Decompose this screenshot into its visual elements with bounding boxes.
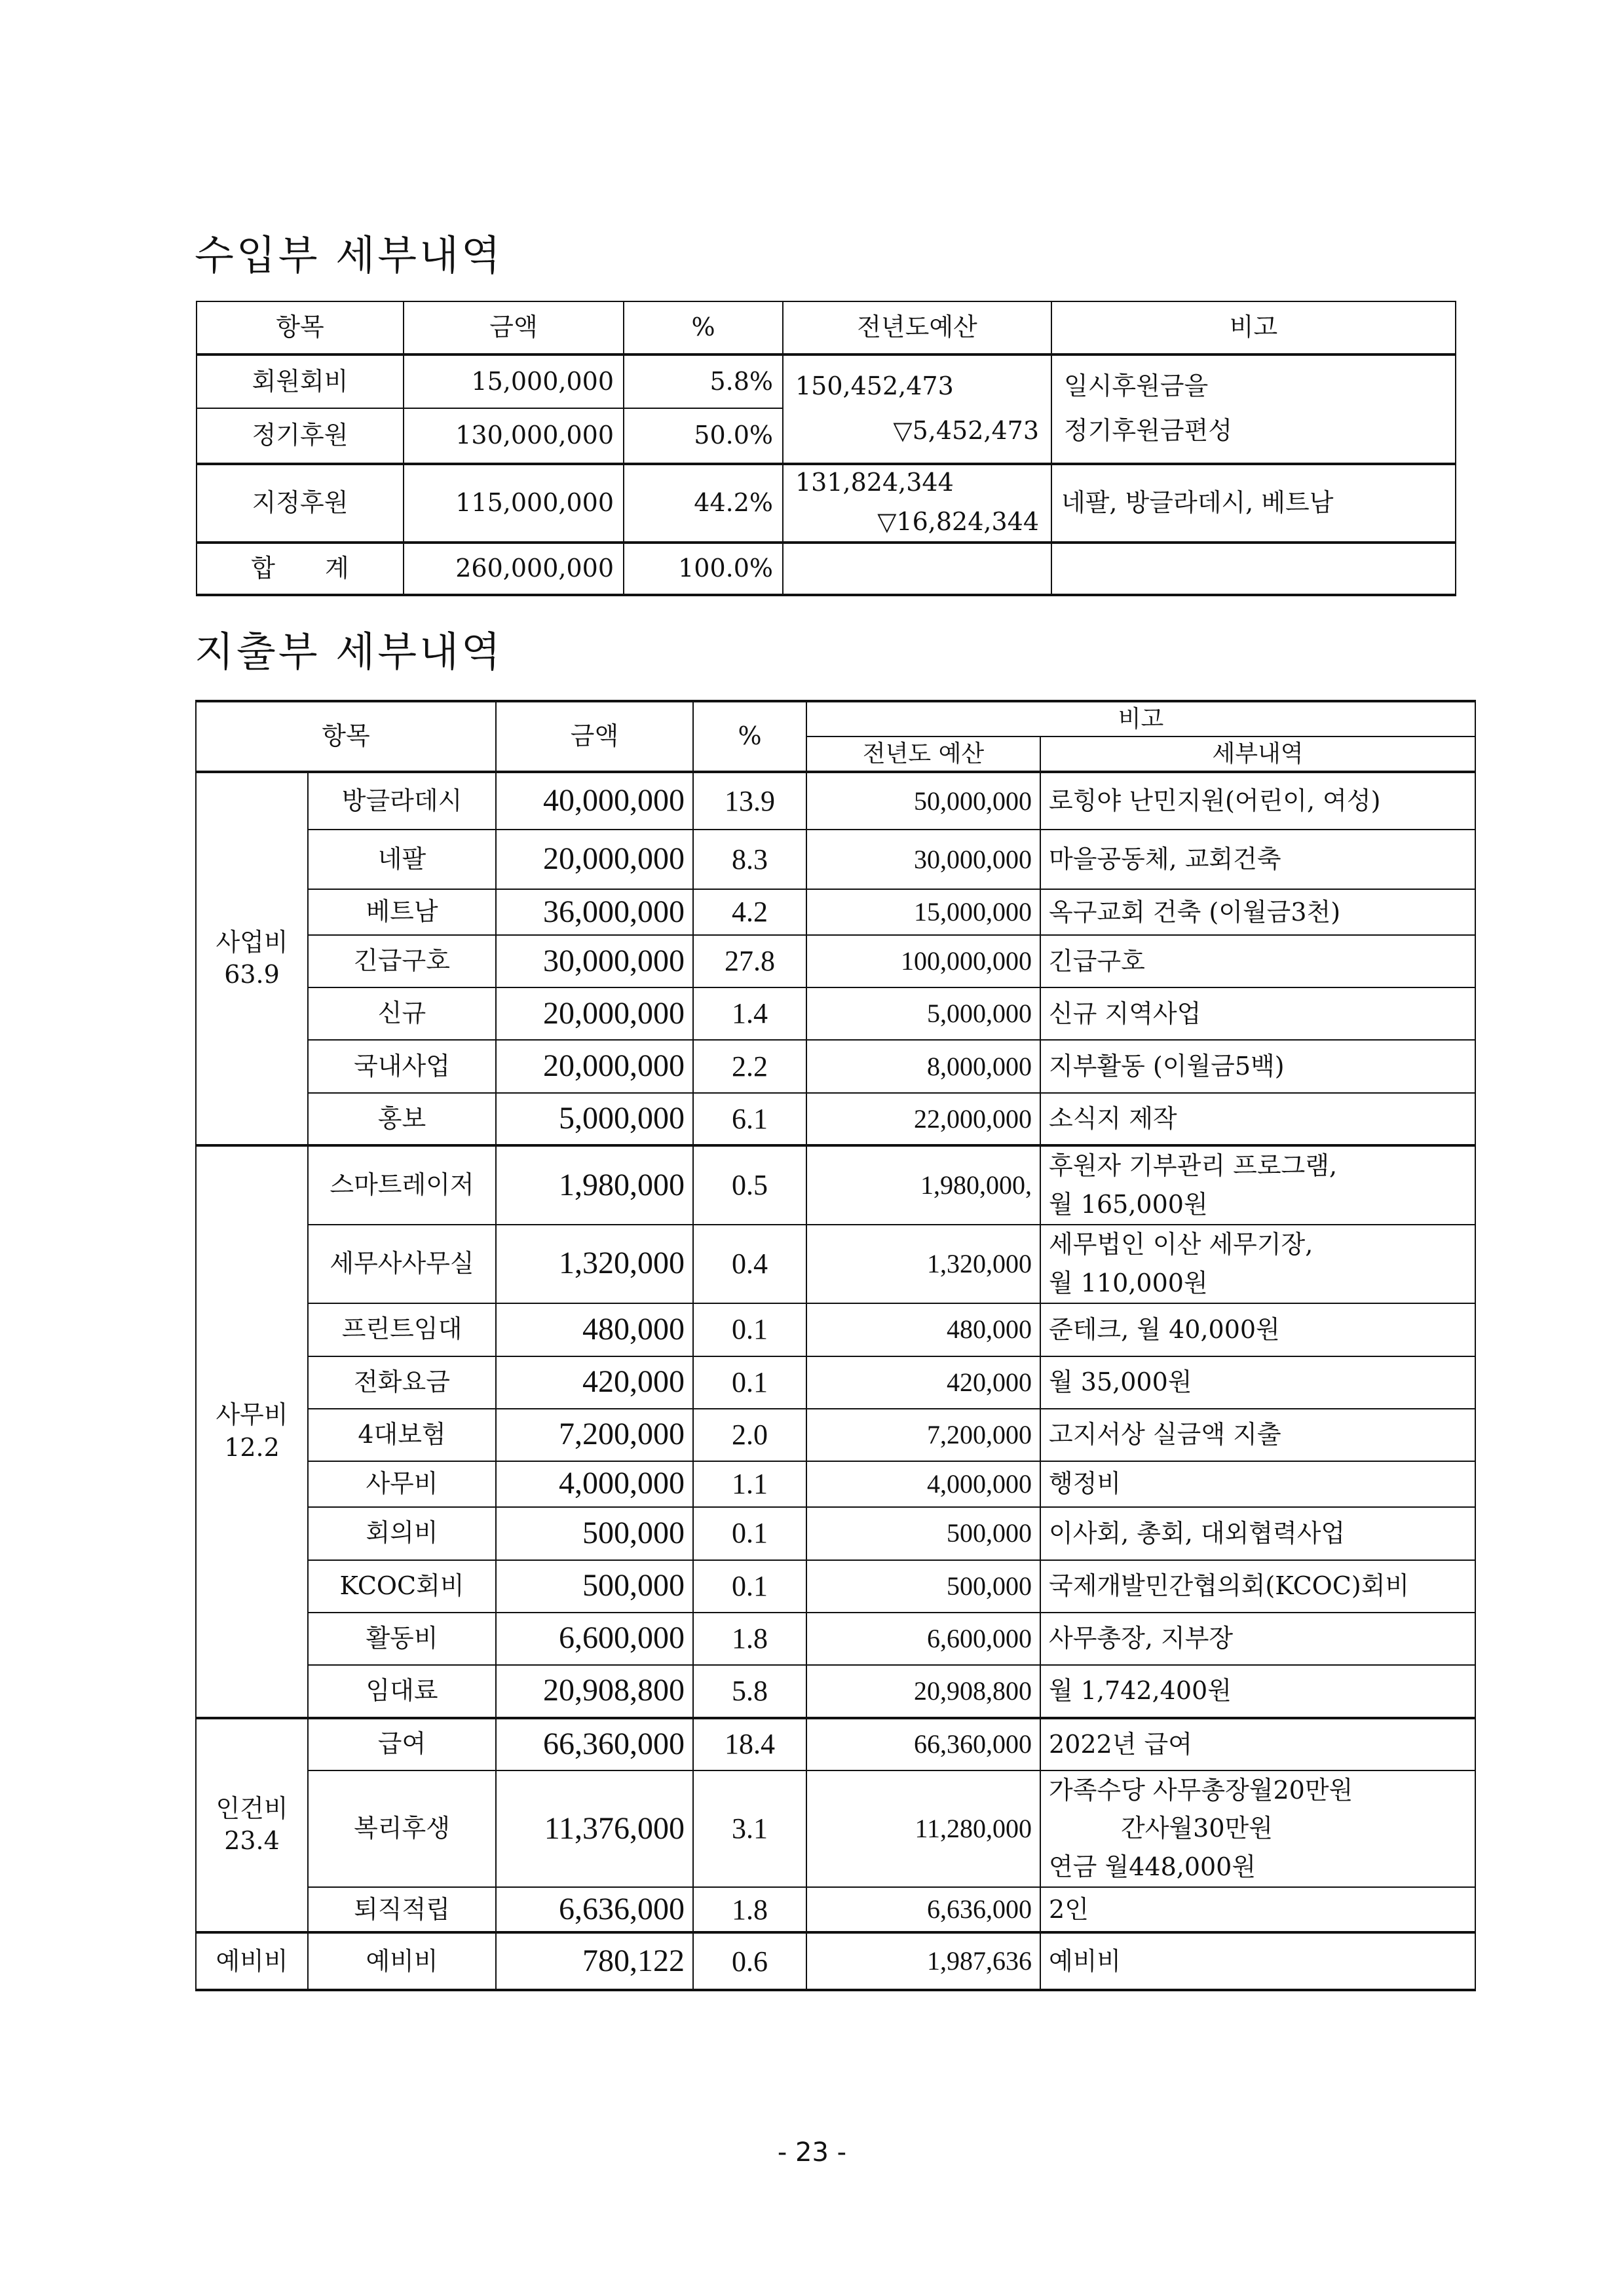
- income-header-remarks: 비고: [1051, 301, 1456, 354]
- expense-amount: 20,000,000: [496, 987, 693, 1040]
- expense-pct: 1.1: [693, 1461, 806, 1507]
- expense-pct: 4.2: [693, 889, 806, 935]
- expense-pct: 5.8: [693, 1665, 806, 1718]
- table-row: [196, 987, 1475, 1040]
- expense-detail-line: 월 35,000원: [1049, 1368, 1192, 1397]
- expense-amount: 5,000,000: [496, 1093, 693, 1145]
- expense-detail: [1040, 1718, 1475, 1770]
- expense-detail: [1040, 987, 1475, 1040]
- expense-detail-line: 후원자 기부관리 프로그램,: [1049, 1151, 1338, 1180]
- note-line: 정기후원금편성: [1064, 416, 1232, 445]
- expense-detail-line: 월 165,000원: [1049, 1189, 1208, 1219]
- table-row: [196, 1040, 1475, 1093]
- income-pct: 44.2%: [624, 464, 783, 543]
- expense-item: 퇴직적립: [308, 1887, 496, 1932]
- income-total-amount: 260,000,000: [404, 543, 624, 595]
- expense-prev-budget: 30,000,000: [806, 830, 1040, 889]
- expense-detail-line: 로힝야 난민지원(어린이, 여성): [1049, 786, 1381, 816]
- expense-item: 활동비: [308, 1613, 496, 1665]
- income-section-title: 수입부 세부내역: [195, 231, 503, 279]
- expense-detail-line: 월 110,000원: [1049, 1268, 1208, 1297]
- expense-item: 회의비: [308, 1507, 496, 1560]
- table-row: [196, 1718, 1475, 1770]
- expense-amount: 480,000: [496, 1303, 693, 1356]
- table-row: [196, 1560, 1475, 1613]
- income-note-group1: [1051, 354, 1456, 464]
- expense-pct: 0.1: [693, 1560, 806, 1613]
- expense-detail-line: 옥구교회 건축 (이월금3천): [1049, 897, 1341, 927]
- expense-amount: 1,980,000: [496, 1145, 693, 1225]
- income-item: 지정후원: [197, 464, 404, 543]
- expense-pct: 0.1: [693, 1507, 806, 1560]
- expense-header-remarks: 비고: [806, 701, 1475, 737]
- expense-detail-line: 간사월30만원: [1121, 1814, 1273, 1843]
- expense-pct: 2.2: [693, 1040, 806, 1093]
- expense-item: 예비비: [308, 1932, 496, 1990]
- expense-item: 홍보: [308, 1093, 496, 1145]
- expense-detail-line: 2인: [1049, 1894, 1089, 1924]
- table-row: [196, 1613, 1475, 1665]
- income-total-pct: 100.0%: [624, 543, 783, 595]
- expense-detail-line: 행정비: [1049, 1469, 1122, 1499]
- expense-pct: 0.1: [693, 1303, 806, 1356]
- expense-header-item: 항목: [196, 701, 496, 772]
- expense-detail: [1040, 1665, 1475, 1718]
- expense-prev-budget: 22,000,000: [806, 1093, 1040, 1145]
- expense-prev-budget: 1,320,000: [806, 1225, 1040, 1303]
- expense-group-name: 인건비: [216, 1794, 288, 1823]
- table-row: [196, 1225, 1475, 1303]
- expense-detail-line: 신규 지역사업: [1049, 999, 1201, 1028]
- income-pct: 50.0%: [624, 408, 783, 464]
- expense-detail: [1040, 1560, 1475, 1613]
- expense-amount: 1,320,000: [496, 1225, 693, 1303]
- expense-prev-budget: 1,980,000,: [806, 1145, 1040, 1225]
- expense-prev-budget: 50,000,000: [806, 772, 1040, 830]
- income-amount: 115,000,000: [404, 464, 624, 543]
- income-table: [196, 301, 1456, 596]
- expense-amount: 6,600,000: [496, 1613, 693, 1665]
- expense-group-share: 23.4: [224, 1826, 280, 1856]
- expense-amount: 11,376,000: [496, 1770, 693, 1888]
- expense-prev-budget: 5,000,000: [806, 987, 1040, 1040]
- expense-pct: 0.1: [693, 1356, 806, 1409]
- income-item: 회원회비: [197, 354, 404, 408]
- expense-amount: 500,000: [496, 1507, 693, 1560]
- expense-detail: [1040, 1461, 1475, 1507]
- expense-detail-line: 가족수당 사무총장월20만원: [1049, 1775, 1353, 1805]
- table-row: [196, 1665, 1475, 1718]
- expense-item: 임대료: [308, 1665, 496, 1718]
- table-row: [196, 1093, 1475, 1145]
- expense-amount: 7,200,000: [496, 1409, 693, 1461]
- table-row: [196, 1145, 1475, 1225]
- expense-item: 신규: [308, 987, 496, 1040]
- expense-amount: 36,000,000: [496, 889, 693, 935]
- table-row: [196, 1409, 1475, 1461]
- expense-pct: 8.3: [693, 830, 806, 889]
- expense-amount: 420,000: [496, 1356, 693, 1409]
- expense-group-name: 예비비: [216, 1946, 288, 1976]
- expense-amount: 20,908,800: [496, 1665, 693, 1718]
- expense-header-pct: %: [693, 701, 806, 772]
- expense-pct: 0.6: [693, 1932, 806, 1990]
- table-row: [197, 464, 1456, 543]
- expense-detail: [1040, 1613, 1475, 1665]
- expense-detail-line: 준테크, 월 40,000원: [1049, 1314, 1280, 1344]
- expense-detail-line: 마을공동체, 교회건축: [1049, 845, 1281, 874]
- expense-item: 베트남: [308, 889, 496, 935]
- table-row: [196, 1770, 1475, 1888]
- expense-item: 4대보험: [308, 1409, 496, 1461]
- expense-item: 프린트임대: [308, 1303, 496, 1356]
- prev-budget-diff: ▽5,452,473: [893, 416, 1039, 445]
- expense-amount: 6,636,000: [496, 1887, 693, 1932]
- expense-group-cell: [196, 772, 308, 1145]
- income-amount: 130,000,000: [404, 408, 624, 464]
- expense-pct: 3.1: [693, 1770, 806, 1888]
- expense-pct: 18.4: [693, 1718, 806, 1770]
- expense-prev-budget: 420,000: [806, 1356, 1040, 1409]
- income-prev-budget-group1: [783, 354, 1051, 464]
- expense-detail: [1040, 1409, 1475, 1461]
- expense-prev-budget: 8,000,000: [806, 1040, 1040, 1093]
- expense-pct: 0.4: [693, 1225, 806, 1303]
- income-header-amount: 금액: [404, 301, 624, 354]
- prev-budget-diff: ▽16,824,344: [877, 507, 1039, 536]
- table-row: [196, 1932, 1475, 1990]
- expense-header-detail: 세부내역: [1040, 737, 1475, 772]
- expense-header-prev-budget: 전년도 예산: [806, 737, 1040, 772]
- table-row: [196, 1356, 1475, 1409]
- income-total-label: 합 계: [197, 543, 404, 595]
- expense-group-name: 사무비: [216, 1400, 288, 1430]
- expense-pct: 1.8: [693, 1887, 806, 1932]
- expense-item: 전화요금: [308, 1356, 496, 1409]
- table-row: [196, 772, 1475, 830]
- expense-detail-line: 사무총장, 지부장: [1049, 1624, 1234, 1653]
- expense-group-name: 사업비: [216, 927, 288, 957]
- expense-detail-line: 이사회, 총회, 대외협력사업: [1049, 1518, 1346, 1548]
- expense-pct: 1.4: [693, 987, 806, 1040]
- expense-item: 네팔: [308, 830, 496, 889]
- note-line: 일시후원금을: [1064, 372, 1209, 400]
- expense-prev-budget: 20,908,800: [806, 1665, 1040, 1718]
- expense-prev-budget: 7,200,000: [806, 1409, 1040, 1461]
- expense-prev-budget: 500,000: [806, 1560, 1040, 1613]
- expense-amount: 66,360,000: [496, 1718, 693, 1770]
- expense-header-amount: 금액: [496, 701, 693, 772]
- expense-pct: 27.8: [693, 935, 806, 987]
- expense-group-cell: [196, 1932, 308, 1990]
- page-number: - 23 -: [777, 2137, 847, 2168]
- expense-detail: [1040, 1507, 1475, 1560]
- expense-detail: [1040, 1145, 1475, 1225]
- expense-detail-line: 세무법인 이산 세무기장,: [1049, 1229, 1313, 1259]
- expense-detail-line: 월 1,742,400원: [1049, 1676, 1232, 1706]
- table-row: [196, 935, 1475, 987]
- table-row-total: [197, 543, 1456, 595]
- income-header-prev-budget: 전년도예산: [783, 301, 1051, 354]
- expense-pct: 0.5: [693, 1145, 806, 1225]
- expense-detail: [1040, 1093, 1475, 1145]
- income-amount: 15,000,000: [404, 354, 624, 408]
- expense-amount: 4,000,000: [496, 1461, 693, 1507]
- expense-item: 급여: [308, 1718, 496, 1770]
- expense-detail-line: 2022년 급여: [1049, 1729, 1192, 1759]
- income-item: 정기후원: [197, 408, 404, 464]
- income-header-item: 항목: [197, 301, 404, 354]
- expense-pct: 1.8: [693, 1613, 806, 1665]
- table-row: [196, 1303, 1475, 1356]
- income-total-prev-empty: [783, 543, 1051, 595]
- expense-group-cell: [196, 1718, 308, 1933]
- expense-prev-budget: 500,000: [806, 1507, 1040, 1560]
- expense-detail: [1040, 1225, 1475, 1303]
- expense-prev-budget: 6,636,000: [806, 1887, 1040, 1932]
- expense-detail: [1040, 1887, 1475, 1932]
- expense-item: 사무비: [308, 1461, 496, 1507]
- expense-detail-line: 소식지 제작: [1049, 1104, 1177, 1134]
- expense-detail-line: 긴급구호: [1049, 946, 1145, 976]
- expense-amount: 20,000,000: [496, 1040, 693, 1093]
- expense-prev-budget: 11,280,000: [806, 1770, 1040, 1888]
- expense-pct: 13.9: [693, 772, 806, 830]
- expense-prev-budget: 1,987,636: [806, 1932, 1040, 1990]
- expense-item: 긴급구호: [308, 935, 496, 987]
- expense-detail: [1040, 1932, 1475, 1990]
- income-prev-budget-group2: [783, 464, 1051, 543]
- table-row: [196, 889, 1475, 935]
- expense-amount: 40,000,000: [496, 772, 693, 830]
- table-row: [196, 1461, 1475, 1507]
- expense-pct: 2.0: [693, 1409, 806, 1461]
- table-row: [196, 1507, 1475, 1560]
- expense-detail: [1040, 772, 1475, 830]
- prev-budget-value: 150,452,473: [795, 372, 954, 400]
- expense-detail: [1040, 1356, 1475, 1409]
- table-row: [197, 354, 1456, 408]
- expense-item: 스마트레이저: [308, 1145, 496, 1225]
- expense-item: 방글라데시: [308, 772, 496, 830]
- income-total-note-empty: [1051, 543, 1456, 595]
- expense-detail-line: 예비비: [1049, 1946, 1122, 1976]
- expense-detail-line: 연금 월448,000원: [1049, 1852, 1256, 1882]
- expense-detail-line: 고지서상 실금액 지출: [1049, 1420, 1281, 1449]
- expense-amount: 30,000,000: [496, 935, 693, 987]
- expense-amount: 780,122: [496, 1932, 693, 1990]
- expense-prev-budget: 6,600,000: [806, 1613, 1040, 1665]
- expense-detail: [1040, 1303, 1475, 1356]
- prev-budget-value: 131,824,344: [795, 468, 954, 497]
- expense-group-cell: [196, 1145, 308, 1718]
- expense-detail: [1040, 935, 1475, 987]
- expense-detail-line: 지부활동 (이월금5백): [1049, 1052, 1285, 1081]
- expense-section-title: 지출부 세부내역: [195, 628, 503, 676]
- expense-amount: 500,000: [496, 1560, 693, 1613]
- expense-prev-budget: 66,360,000: [806, 1718, 1040, 1770]
- expense-detail: [1040, 1770, 1475, 1888]
- table-row: [196, 830, 1475, 889]
- expense-group-share: 12.2: [224, 1432, 280, 1462]
- income-pct: 5.8%: [624, 354, 783, 408]
- expense-item: 복리후생: [308, 1770, 496, 1888]
- expense-prev-budget: 15,000,000: [806, 889, 1040, 935]
- expense-amount: 20,000,000: [496, 830, 693, 889]
- expense-detail: [1040, 1040, 1475, 1093]
- expense-group-share: 63.9: [224, 960, 280, 989]
- expense-detail: [1040, 889, 1475, 935]
- expense-pct: 6.1: [693, 1093, 806, 1145]
- expense-prev-budget: 4,000,000: [806, 1461, 1040, 1507]
- expense-prev-budget: 100,000,000: [806, 935, 1040, 987]
- expense-prev-budget: 480,000: [806, 1303, 1040, 1356]
- expense-detail: [1040, 830, 1475, 889]
- income-header-pct: %: [624, 301, 783, 354]
- expense-item: 세무사사무실: [308, 1225, 496, 1303]
- expense-item: KCOC회비: [308, 1560, 496, 1613]
- income-note-group2: 네팔, 방글라데시, 베트남: [1051, 464, 1456, 543]
- expense-detail-line: 국제개발민간협의회(KCOC)회비: [1049, 1571, 1410, 1601]
- expense-item: 국내사업: [308, 1040, 496, 1093]
- expense-table: [195, 700, 1476, 1991]
- table-row: [196, 1887, 1475, 1932]
